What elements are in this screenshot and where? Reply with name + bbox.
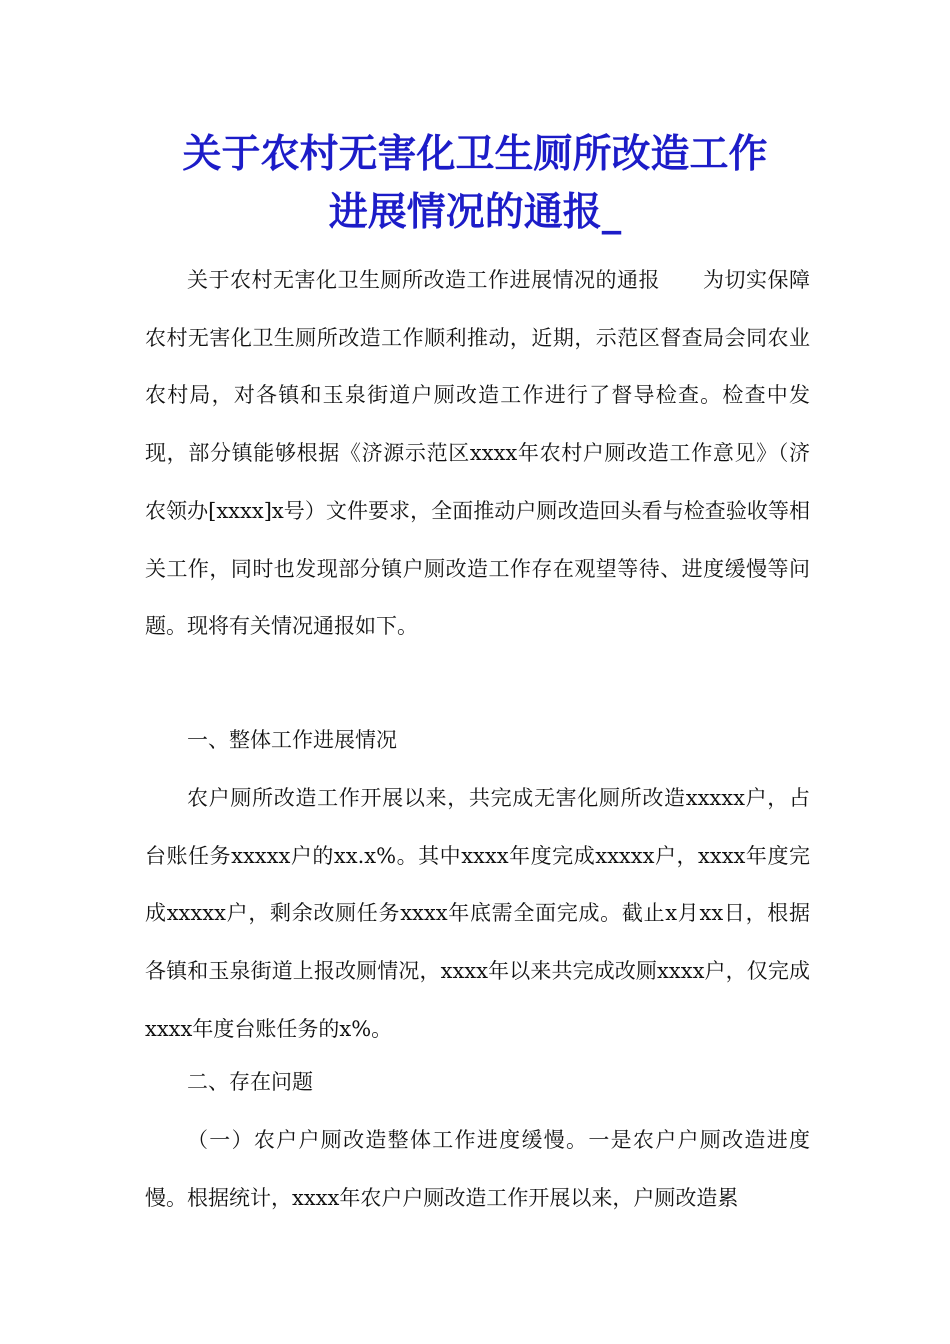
paragraph-progress: [145, 770, 810, 1059]
document-title-line-2: 进展情况的通报_: [328, 189, 622, 235]
paragraph-intro: [145, 252, 810, 656]
paragraph-text: 关于农村无害化卫生厕所改造工作进展情况的通报 为切实保障农村无害化卫生厕所改造工作顺利推动，近期，示范区督查局会同农业农村局，对各镇和玉泉街道户厕改造工作进行了督导检查。检查中发现，部分镇能够根据《济源示范区xxxx年农村户厕改造工作意见》（济农领办[xxxx]x号）文件要求，全面推动户厕改造回头看与检查验收等相关工作，同时也发现部分镇户厕改造工作存在观望等待、进度缓慢等问题。现将有关情况通报如下。: [145, 268, 810, 639]
section-heading-text: 一、整体工作进展情况: [187, 728, 397, 752]
paragraph-text: （一）农户户厕改造整体工作进度缓慢。一是农户户厕改造进度慢。根据统计，xxxx年农户户厕改造工作开展以来，户厕改造累: [145, 1128, 810, 1210]
section-heading-text: 二、存在问题: [187, 1070, 313, 1094]
document-title-line-1: 关于农村无害化卫生厕所改造工作: [182, 131, 768, 177]
section-heading-problems: [145, 1054, 810, 1112]
paragraph-problems: [145, 1112, 810, 1227]
section-heading-progress: [145, 712, 810, 770]
paragraph-text: 农户厕所改造工作开展以来，共完成无害化厕所改造xxxxx户，占台账任务xxxxx户的xx.x%。其中xxxx年度完成xxxxx户，xxxx年度完成xxxxx户，剩余改厕任务xxxx年底需全面完成。截止x月xx日，根据各镇和玉泉街道上报改厕情况，xxxx年以来共完成改厕xxxx户，仅完成xxxx年度台账任务的x%。: [145, 786, 810, 1041]
